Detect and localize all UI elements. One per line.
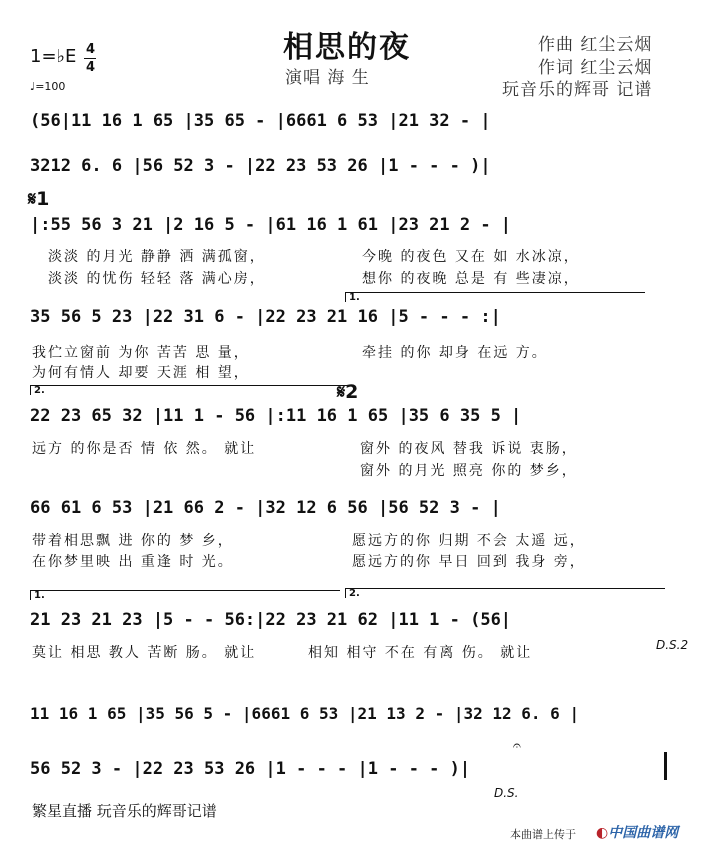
lyric-line-6a-left: 带着相思飘 进 你的 梦 乡， — [32, 533, 234, 549]
segno-1-mark: 𝄋1 — [28, 188, 50, 210]
volta-2b-label: 2. — [349, 588, 360, 599]
lyric-line-4a-right: 牵挂 的你 却身 在远 方。 — [362, 345, 548, 361]
lyric-line-3a-left: 淡淡 的月光 静静 洒 满孤窗， — [48, 249, 266, 265]
score-line-7: 21 23 21 23 |5 - - 56:|22 23 21 62 |11 1 - (56| — [30, 610, 512, 630]
volta-1b-bracket-left — [30, 590, 31, 600]
site-name: 中国曲谱网 — [608, 825, 679, 841]
singer-credit: 演唱 海 生 — [285, 68, 370, 88]
site-logo — [596, 822, 678, 842]
volta-1-label: 1. — [349, 292, 360, 303]
tempo-mark: ♩=100 — [30, 80, 66, 93]
score-line-4: 35 56 5 23 |22 31 6 - |22 23 21 16 |5 - - - :| — [30, 307, 501, 327]
volta-1b-label: 1. — [34, 590, 45, 601]
volta-2-label: 2. — [34, 385, 45, 396]
score-line-5: 22 23 65 32 |11 1 - 56 |:11 16 1 65 |35 6 35 5 | — [30, 406, 522, 426]
segno-2-mark: 𝄋2 — [337, 381, 359, 403]
time-signature-top: 4 — [86, 42, 96, 57]
lyric-line-6b-left: 在你梦里映 出 重逢 时 光。 — [32, 554, 234, 570]
lyric-line-3b-left: 淡淡 的忧伤 轻轻 落 满心房， — [48, 271, 266, 287]
lyric-line-3b-right: 想你 的夜晚 总是 有 些凄凉， — [362, 271, 580, 287]
time-signature-line — [84, 58, 96, 59]
ds2-mark: D.S.2 — [656, 638, 689, 652]
volta-1-bracket — [345, 292, 645, 293]
volta-1b-bracket — [30, 590, 340, 591]
volta-1-bracket-left — [345, 292, 346, 302]
ds-mark: D.S. — [494, 786, 519, 800]
site-logo-icon: ◐ — [596, 825, 609, 841]
time-signature-bottom: 4 — [86, 60, 96, 75]
volta-2-bracket — [30, 385, 348, 386]
lyricist-credit: 作词 红尘云烟 — [538, 58, 653, 78]
key-signature: 1=♭E — [30, 46, 77, 67]
score-line-2: 3212 6. 6 |56 52 3 - |22 23 53 26 |1 - - - )| — [30, 156, 491, 176]
lyric-line-3a-right: 今晚 的夜色 又在 如 水冰凉， — [362, 249, 580, 265]
volta-2b-bracket-left — [345, 588, 346, 598]
score-line-3: |:55 56 3 21 |2 16 5 - |61 16 1 61 |23 21 2 - | — [30, 215, 512, 235]
volta-2-bracket-left — [30, 385, 31, 395]
score-line-8: 11 16 1 65 |35 56 5 - |6661 6 53 |21 13 2 - |32 12 6. 6 | — [30, 704, 580, 723]
score-line-1: (56|11 16 1 65 |35 65 - |6661 6 53 |21 32 - | — [30, 111, 491, 131]
volta-2b-bracket — [345, 588, 665, 589]
notator-credit: 玩音乐的辉哥 记谱 — [502, 80, 653, 100]
lyric-line-7-left: 莫让 相思 教人 苦断 肠。 就让 — [32, 645, 257, 661]
lyric-line-5b-right: 窗外 的月光 照亮 你的 梦乡， — [360, 463, 578, 479]
lyric-line-6b-right: 愿远方的你 早日 回到 我身 旁， — [352, 554, 586, 570]
lyric-line-4b-left: 为何有情人 却要 天涯 相 望， — [32, 365, 250, 381]
upload-note: 本曲谱上传于 — [510, 828, 576, 841]
score-line-6: 66 61 6 53 |21 66 2 - |32 12 6 56 |56 52 3 - | — [30, 498, 501, 518]
lyric-line-4a-left: 我伫立窗前 为你 苦苦 思 量， — [32, 345, 250, 361]
lyric-line-5a-left: 远方 的你是否 情 依 然。 就让 — [32, 441, 257, 457]
composer-credit: 作曲 红尘云烟 — [538, 35, 653, 55]
lyric-line-5a-right: 窗外 的夜风 替我 诉说 衷肠， — [360, 441, 578, 457]
fermata-icon: 𝄐 — [513, 738, 521, 754]
lyric-line-7-right: 相知 相守 不在 有离 伤。 就让 — [308, 645, 533, 661]
lyric-line-6a-right: 愿远方的你 归期 不会 太遥 远， — [352, 533, 586, 549]
page-title: 相思的夜 — [283, 30, 411, 65]
final-barline — [664, 752, 667, 780]
score-line-9: 56 52 3 - |22 23 53 26 |1 - - - |1 - - - )| — [30, 759, 471, 779]
footer-credit: 繁星直播 玩音乐的辉哥记谱 — [32, 802, 217, 820]
